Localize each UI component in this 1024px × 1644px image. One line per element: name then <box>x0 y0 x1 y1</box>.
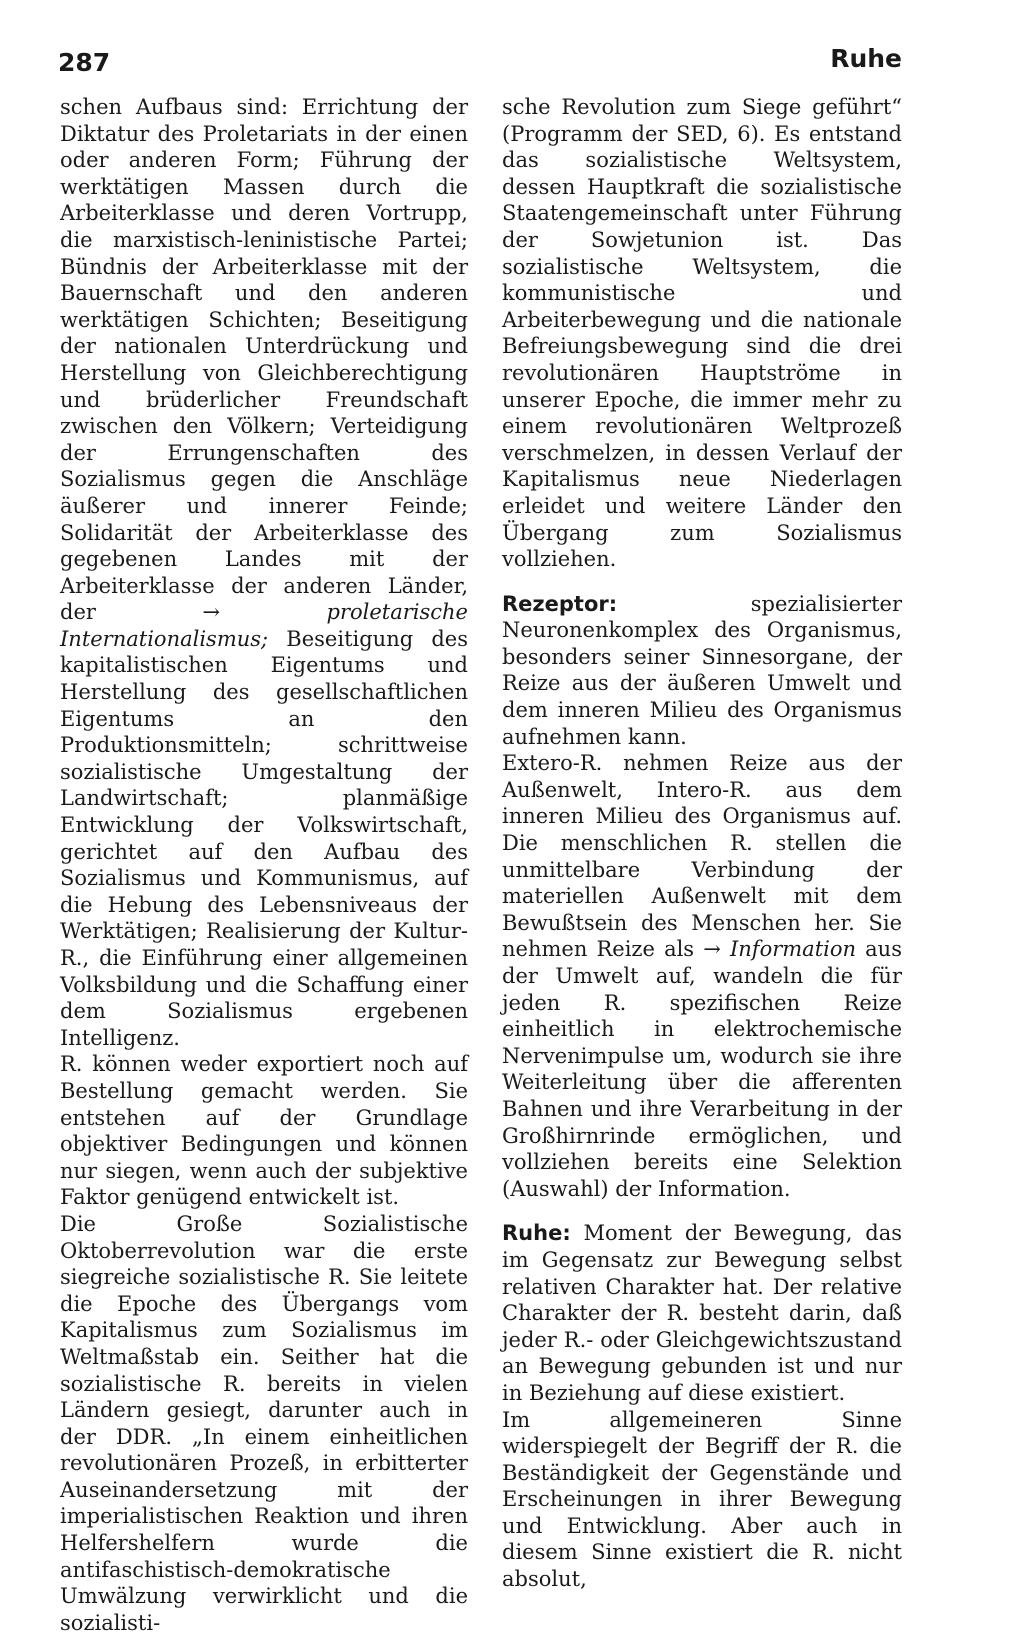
paragraph-october-revolution: Die Große Sozialistische Oktoberrevolution war die erste siegreiche sozialistische R. Sie leitete die Epoche des Übergangs vom Kapitalismus zum Sozialismus im Weltmaßstab ein. Seither hat die sozialistische R. bereits in vielen Ländern gesiegt, darunter auch in der DDR. „In einem einheitlichen revolutionären Prozeß, in erbitterter Auseinandersetzung mit der imperialistischen Reaktion und ihren Helfershelfern wurde die antifaschistisch-demokratische Umwälzung verwirklicht und die sozialisti- <box>60 1211 468 1635</box>
paragraph-ruhe-detail: Im allgemeineren Sinne widerspiegelt der Begriff der R. die Beständigkeit der Gegenstände und Erscheinungen in ihrer Bewegung und Entwicklung. Aber auch in diesem Sinne existiert die R. nicht absolut, <box>502 1407 902 1592</box>
paragraph-text: schen Aufbaus sind: Errichtung der Diktatur des Proletariats in der einen oder anderen Form; Führung der werktätigen Massen durch die Arbeiterklasse und deren Vortrupp, die marxistisch-leninistische Partei; Bündnis der Arbeiterklasse mit der Bauernschaft und den anderen werktätigen Schichten; Beseitigung der nationalen Unterdrückung und Herstellung von Gleichberechtigung und brüderlicher Freundschaft zwischen den Völkern; Verteidigung der Errungenschaften des Sozialismus gegen die Anschläge äußerer und innerer Feinde; Solidarität der Arbeiterklasse des gegebenen Landes mit der Arbeiterklasse der anderen Länder, der <box>60 95 468 625</box>
paragraph-export: R. können weder exportiert noch auf Bestellung gemacht werden. Sie entstehen auf der Grundlage objektiver Bedingungen und können nur siegen, wenn auch der subjektive Faktor genügend entwickelt ist. <box>60 1052 468 1210</box>
left-column <box>60 94 468 1636</box>
paragraph-text: Extero-R. nehmen Reize aus der Außenwelt, Intero-R. aus dem inneren Milieu des Organismus auf. Die menschlichen R. stellen die unmittelbare Verbindung der materiellen Außenwelt mit dem Bewußtsein des Menschen her. Sie nehmen Reize als <box>502 751 902 962</box>
entry-rezeptor <box>502 591 902 751</box>
definition-rezeptor: spezialisierter Neuronenkomplex des Organismus, besonders seiner Sinnesorgane, der Reize aus der äußeren Umwelt und dem inneren Milieu des Organismus aufnehmen kann. <box>502 591 902 749</box>
cross-reference-arrow-icon: → <box>202 600 221 625</box>
paragraph-rezeptor-detail <box>502 750 902 1202</box>
paragraph-text: aus der Umwelt auf, wandeln die für jeden R. spezifischen Reize einheitlich in elektrochemische Nervenimpulse um, wodurch sie ihre Weiterleitung über die afferenten Bahnen und ihre Verarbeitung in der Großhirnrinde ermöglichen, und vollziehen bereits eine Selektion (Auswahl) der Information. <box>502 937 902 1201</box>
headword-ruhe: Ruhe: <box>502 1221 571 1246</box>
cross-reference-link[interactable]: proletarische Internationalismus; <box>60 600 468 651</box>
entry-ruhe <box>502 1220 902 1406</box>
headword-rezeptor: Rezeptor: <box>502 591 618 616</box>
paragraph-text: Beseitigung des kapitalistischen Eigentums und Herstellung des gesellschaftlichen Eigentums an den Produktionsmitteln; schrittweise sozialistische Umgestaltung der Landwirtschaft; planmäßige Entwicklung der Volkswirtschaft, gerichtet auf den Aufbau des Sozialismus und Kommunismus, auf die Hebung des Lebensniveaus der Werktätigen; Realisierung der Kultur-R., die Einführung einer allgemeinen Volksbildung und die Schaffung einer dem Sozialismus ergebenen Intelligenz. <box>60 626 468 1050</box>
page-number: 287 <box>58 48 111 77</box>
running-head: Ruhe <box>830 44 902 73</box>
definition-ruhe: Moment der Bewegung, das im Gegensatz zur Bewegung selbst relativen Charakter hat. Der relative Charakter der R. besteht darin, daß jeder R.- oder Gleichgewichtszustand an Bewegung gebunden ist und nur in Beziehung auf diese existiert. <box>502 1221 902 1405</box>
paragraph-continuation: sche Revolution zum Siege geführt“ (Programm der SED, 6). Es entstand das sozialistische Weltsystem, dessen Hauptkraft die sozialistische Staatengemeinschaft unter Führung der Sowjetunion ist. Das sozialistische Weltsystem, die kommunistische und Arbeiterbewegung und die nationale Befreiungsbewegung sind die drei revolutionären Hauptströme in unserer Epoche, die immer mehr zu einem revolutionären Weltprozeß verschmelzen, in dessen Verlauf der Kapitalismus neue Niederlagen erleidet und weitere Länder den Übergang zum Sozialismus vollziehen. <box>502 95 902 572</box>
right-column <box>502 94 902 1593</box>
paragraph-revolution-features <box>60 94 468 1051</box>
cross-reference-link[interactable]: Information <box>729 937 857 962</box>
cross-reference-arrow-icon: → <box>703 937 721 962</box>
